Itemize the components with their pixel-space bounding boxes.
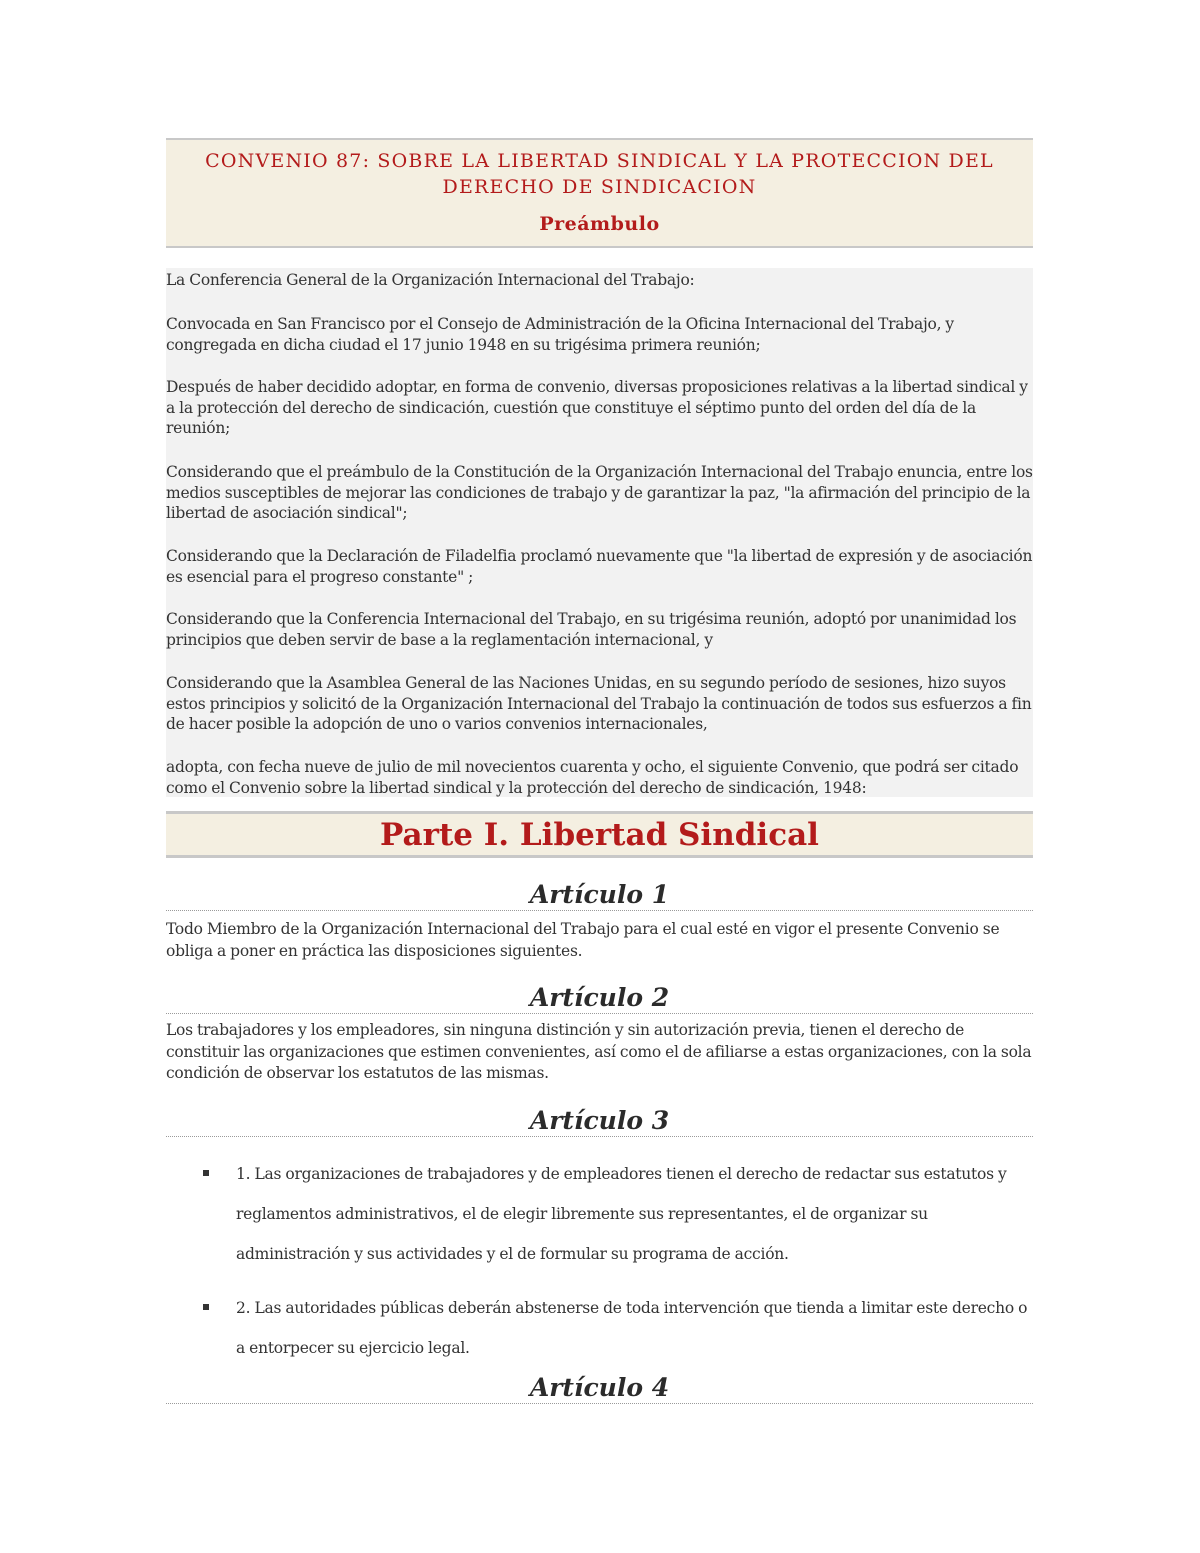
- article-heading: Artículo 2: [529, 983, 670, 1012]
- bullet-icon: [203, 1304, 209, 1310]
- bullet-icon: [203, 1170, 209, 1176]
- preamble-paragraph: Después de haber decidido adoptar, en forma de convenio, diversas proposiciones relativas a la libertad sindical y a la protección del derecho de sindicación, cuestión que constituye el séptimo punto del orden del día de la reunión;: [166, 378, 1028, 437]
- preamble-paragraph: Considerando que la Asamblea General de las Naciones Unidas, en su segundo período de sesiones, hizo suyos estos principios y solicitó de la Organización Internacional del Trabajo la continuación de todos sus esfuerzos a fin de hacer posible la adopción de uno o varios convenios internacionales,: [166, 674, 1032, 733]
- part-title: Parte I. Libertad Sindical: [380, 817, 819, 853]
- preamble-title: Preámbulo: [539, 213, 660, 235]
- preamble-paragraph: La Conferencia General de la Organización Internacional del Trabajo:: [166, 271, 695, 289]
- list-item: 1. Las organizaciones de trabajadores y de empleadores tienen el derecho de redactar sus estatutos y reglamentos administrativos, el de elegir libremente sus representantes, el de organizar su administración y sus actividades y el de formular su programa de acción.: [236, 1165, 1007, 1263]
- article-divider: [166, 1136, 1033, 1137]
- part-header: [166, 811, 1033, 858]
- convention-title: CONVENIO 87: SOBRE LA LIBERTAD SINDICAL Y LA PROTECCION DEL DERECHO DE SINDICACION: [205, 150, 994, 198]
- article-divider: [166, 1013, 1033, 1014]
- preamble-section: [166, 268, 1033, 797]
- preamble-paragraph: Considerando que la Conferencia Internacional del Trabajo, en su trigésima reunión, adoptó por unanimidad los principios que deben servir de base a la reglamentación internacional, y: [166, 610, 1017, 649]
- article-text: Los trabajadores y los empleadores, sin ninguna distinción y sin autorización previa, tienen el derecho de constituir las organizaciones que estimen convenientes, así como el de afiliarse a estas organizaciones, con la sola condición de observar los estatutos de las mismas.: [166, 1021, 1032, 1082]
- preamble-paragraph: adopta, con fecha nueve de julio de mil novecientos cuarenta y ocho, el siguiente Convenio, que podrá ser citado como el Convenio sobre la libertad sindical y la protección del derecho de sindicación, 1948:: [166, 758, 1019, 797]
- preamble-paragraph: Considerando que la Declaración de Filadelfia proclamó nuevamente que "la libertad de expresión y de asociación es esencial para el progreso constante" ;: [166, 547, 1033, 586]
- article-text: Todo Miembro de la Organización Internacional del Trabajo para el cual esté en vigor el presente Convenio se obliga a poner en práctica las disposiciones siguientes.: [166, 920, 1000, 960]
- article-divider: [166, 1403, 1033, 1404]
- article-divider: [166, 910, 1033, 911]
- convention-header: [166, 138, 1033, 248]
- preamble-paragraph: Considerando que el preámbulo de la Constitución de la Organización Internacional del Trabajo enuncia, entre los medios susceptibles de mejorar las condiciones de trabajo y de garantizar la paz, "la afirmación del principio de la libertad de asociación sindical";: [166, 463, 1033, 522]
- preamble-paragraph: Convocada en San Francisco por el Consejo de Administración de la Oficina Internacional del Trabajo, y congregada en dicha ciudad el 17 junio 1948 en su trigésima primera reunión;: [166, 315, 954, 354]
- list-item: 2. Las autoridades públicas deberán abstenerse de toda intervención que tienda a limitar este derecho o a entorpecer su ejercicio legal.: [236, 1299, 1028, 1357]
- article-heading: Artículo 1: [529, 880, 670, 909]
- article-heading: Artículo 3: [529, 1106, 670, 1135]
- article-heading: Artículo 4: [529, 1373, 670, 1402]
